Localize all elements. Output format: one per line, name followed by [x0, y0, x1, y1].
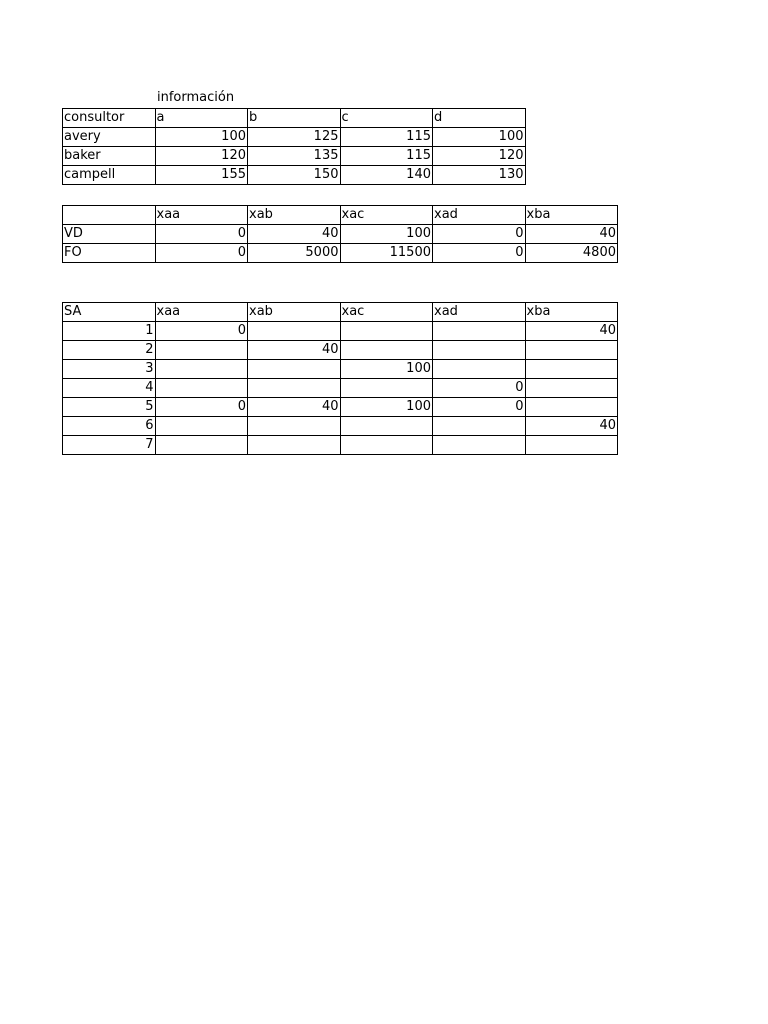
table-row — [63, 146, 526, 165]
table-cell[interactable]: 3 — [63, 359, 156, 378]
table-cell[interactable]: 100 — [340, 397, 433, 416]
header-cell[interactable]: xac — [340, 302, 433, 321]
table-cell[interactable] — [155, 435, 248, 454]
header-cell[interactable] — [63, 205, 156, 224]
solution-table — [62, 302, 618, 455]
table-cell[interactable]: 40 — [525, 416, 618, 435]
table-cell[interactable]: 40 — [248, 397, 341, 416]
table-cell[interactable]: 0 — [433, 378, 526, 397]
table-cell[interactable] — [433, 321, 526, 340]
table-cell[interactable]: 40 — [525, 224, 618, 243]
table-cell[interactable]: 150 — [248, 165, 341, 184]
header-cell[interactable]: xad — [433, 205, 526, 224]
table-cell[interactable]: 100 — [433, 127, 526, 146]
table-cell[interactable]: VD — [63, 224, 156, 243]
table-cell[interactable]: 0 — [433, 224, 526, 243]
header-cell[interactable]: a — [155, 108, 248, 127]
header-cell[interactable]: b — [248, 108, 341, 127]
table-cell[interactable]: 120 — [433, 146, 526, 165]
table-cell[interactable] — [525, 397, 618, 416]
table-cell[interactable]: 0 — [155, 397, 248, 416]
table-row — [63, 397, 618, 416]
table-cell[interactable]: 4 — [63, 378, 156, 397]
table-cell[interactable] — [340, 435, 433, 454]
table-cell[interactable] — [525, 435, 618, 454]
table-cell[interactable]: avery — [63, 127, 156, 146]
table-cell[interactable] — [248, 416, 341, 435]
table-cell[interactable]: 135 — [248, 146, 341, 165]
header-cell[interactable]: xab — [248, 205, 341, 224]
header-cell[interactable]: xab — [248, 302, 341, 321]
consultant-table-body — [63, 108, 526, 184]
table-cell[interactable] — [433, 359, 526, 378]
table-cell[interactable]: FO — [63, 243, 156, 262]
header-row — [63, 205, 618, 224]
table-cell[interactable] — [248, 435, 341, 454]
table-cell[interactable] — [340, 321, 433, 340]
header-cell[interactable]: c — [340, 108, 433, 127]
table-cell[interactable]: 40 — [525, 321, 618, 340]
table-cell[interactable] — [248, 321, 341, 340]
table-cell[interactable]: 4800 — [525, 243, 618, 262]
header-cell[interactable]: xad — [433, 302, 526, 321]
table-cell[interactable] — [525, 359, 618, 378]
table-cell[interactable] — [155, 378, 248, 397]
table-cell[interactable] — [433, 416, 526, 435]
table-row — [63, 224, 618, 243]
table-cell[interactable] — [433, 435, 526, 454]
table-cell[interactable]: 0 — [433, 397, 526, 416]
table-cell[interactable]: 100 — [155, 127, 248, 146]
table-cell[interactable]: baker — [63, 146, 156, 165]
table-row — [63, 435, 618, 454]
table-cell[interactable]: 5000 — [248, 243, 341, 262]
table-row — [63, 359, 618, 378]
header-row — [63, 108, 526, 127]
table-cell[interactable]: 155 — [155, 165, 248, 184]
table-row — [63, 321, 618, 340]
table-cell[interactable]: 2 — [63, 340, 156, 359]
table-cell[interactable] — [248, 378, 341, 397]
section-caption: información — [157, 90, 235, 105]
table-cell[interactable] — [340, 340, 433, 359]
table-cell[interactable]: 140 — [340, 165, 433, 184]
table-cell[interactable]: 7 — [63, 435, 156, 454]
table-row — [63, 340, 618, 359]
table-cell[interactable]: 40 — [248, 224, 341, 243]
table-cell[interactable]: 125 — [248, 127, 341, 146]
table-row — [63, 416, 618, 435]
variables-table — [62, 205, 618, 263]
table-row — [63, 378, 618, 397]
table-cell[interactable] — [155, 340, 248, 359]
table-cell[interactable]: 5 — [63, 397, 156, 416]
header-cell[interactable]: consultor — [63, 108, 156, 127]
header-cell[interactable]: xba — [525, 205, 618, 224]
table-cell[interactable]: 100 — [340, 224, 433, 243]
table-cell[interactable]: 115 — [340, 127, 433, 146]
table-cell[interactable] — [155, 416, 248, 435]
header-cell[interactable]: xba — [525, 302, 618, 321]
table-row — [63, 243, 618, 262]
solution-table-body — [63, 302, 618, 454]
table-cell[interactable]: 0 — [433, 243, 526, 262]
table-cell[interactable]: 0 — [155, 224, 248, 243]
table-row — [63, 165, 526, 184]
table-cell[interactable]: 40 — [248, 340, 341, 359]
table-row — [63, 127, 526, 146]
table-cell[interactable]: 0 — [155, 321, 248, 340]
table-cell[interactable] — [433, 340, 526, 359]
table-cell[interactable] — [525, 340, 618, 359]
table-cell[interactable]: 130 — [433, 165, 526, 184]
table-cell[interactable] — [525, 378, 618, 397]
table-cell[interactable]: 11500 — [340, 243, 433, 262]
table-cell[interactable] — [248, 359, 341, 378]
table-cell[interactable] — [340, 378, 433, 397]
table-cell[interactable]: 0 — [155, 243, 248, 262]
table-cell[interactable]: 1 — [63, 321, 156, 340]
header-cell[interactable]: d — [433, 108, 526, 127]
header-cell[interactable]: xaa — [155, 205, 248, 224]
table-cell[interactable] — [155, 359, 248, 378]
header-row — [63, 302, 618, 321]
table-cell[interactable]: 120 — [155, 146, 248, 165]
consultant-table — [62, 108, 526, 185]
header-cell[interactable]: xaa — [155, 302, 248, 321]
header-cell[interactable]: xac — [340, 205, 433, 224]
table-cell[interactable]: campell — [63, 165, 156, 184]
variables-table-body — [63, 205, 618, 262]
table-cell[interactable]: 6 — [63, 416, 156, 435]
table-cell[interactable]: 115 — [340, 146, 433, 165]
header-cell[interactable]: SA — [63, 302, 156, 321]
table-cell[interactable] — [340, 416, 433, 435]
table-cell[interactable]: 100 — [340, 359, 433, 378]
